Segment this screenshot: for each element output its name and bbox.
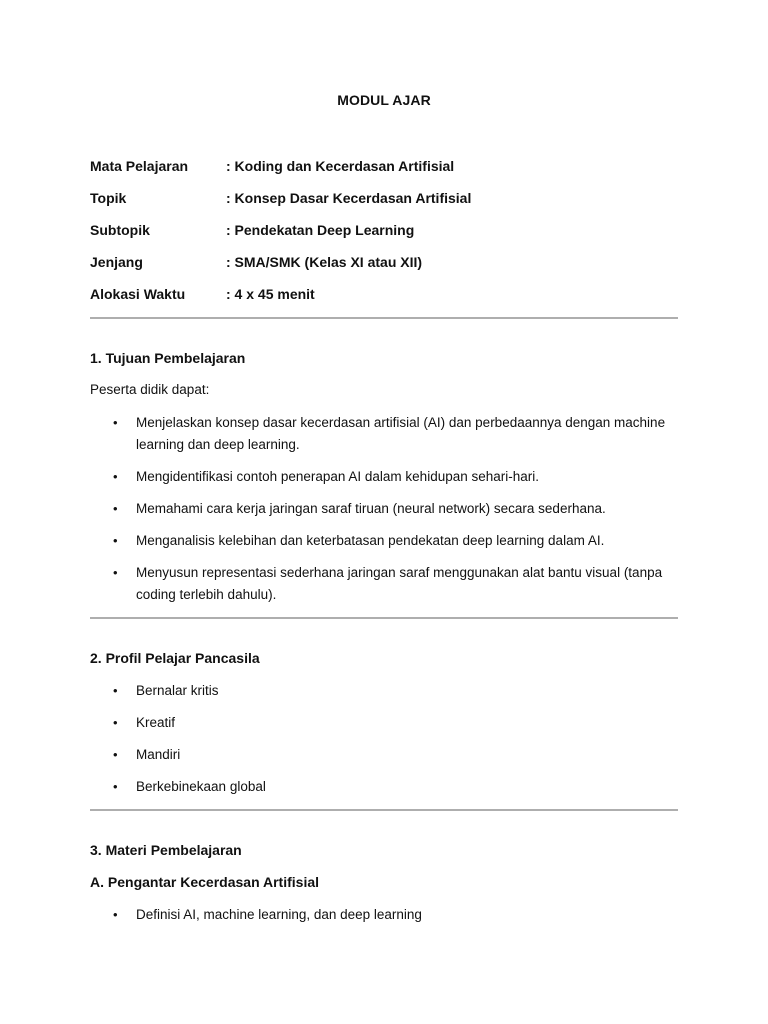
learning-materials-list xyxy=(90,904,680,936)
section-divider xyxy=(90,617,678,619)
list-item xyxy=(90,712,680,734)
bullet-icon: • xyxy=(113,565,118,580)
list-item xyxy=(90,530,680,552)
bullet-icon: • xyxy=(113,747,118,762)
list-item-text: Mandiri xyxy=(136,747,181,762)
list-item xyxy=(90,776,680,798)
meta-value: : 4 x 45 menit xyxy=(226,286,315,302)
list-item xyxy=(90,744,680,766)
section-intro: Peserta didik dapat: xyxy=(90,382,210,397)
list-item-text: Menganalisis kelebihan dan keterbatasan pendekatan deep learning dalam AI. xyxy=(136,533,605,548)
list-item xyxy=(90,466,680,488)
meta-label: Alokasi Waktu xyxy=(90,286,186,302)
meta-value: : SMA/SMK (Kelas XI atau XII) xyxy=(226,254,423,270)
list-item-text: Definisi AI, machine learning, dan deep learning xyxy=(136,907,422,922)
bullet-icon: • xyxy=(113,907,118,922)
bullet-icon: • xyxy=(113,779,118,794)
list-item-text: Mengidentifikasi contoh penerapan AI dalam kehidupan sehari-hari. xyxy=(136,469,540,484)
list-item-text: Menyusun representasi sederhana jaringan saraf menggunakan alat bantu visual (tanpa coding terlebih dahulu). xyxy=(136,565,663,602)
pancasila-profile-list xyxy=(90,680,680,808)
section-heading-learning-objectives: 1. Tujuan Pembelajaran xyxy=(90,350,246,366)
meta-row-topic xyxy=(90,188,690,220)
meta-row-subject xyxy=(90,156,690,188)
learning-objectives-list xyxy=(90,412,680,616)
bullet-icon: • xyxy=(113,501,118,516)
section-heading-learning-materials: 3. Materi Pembelajaran xyxy=(90,842,242,858)
bullet-icon: • xyxy=(113,533,118,548)
list-item-text: Berkebinekaan global xyxy=(136,779,266,794)
meta-label: Mata Pelajaran xyxy=(90,158,189,174)
meta-row-subtopic xyxy=(90,220,690,252)
list-item xyxy=(90,498,680,520)
list-item xyxy=(90,680,680,702)
section-divider xyxy=(90,317,678,319)
meta-row-time-allocation xyxy=(90,284,690,316)
list-item xyxy=(90,562,680,606)
list-item xyxy=(90,904,680,926)
bullet-icon: • xyxy=(113,715,118,730)
meta-label: Subtopik xyxy=(90,222,150,238)
subsection-heading-ai-introduction: A. Pengantar Kecerdasan Artifisial xyxy=(90,874,320,890)
meta-value: : Koding dan Kecerdasan Artifisial xyxy=(226,158,455,174)
meta-value: : Konsep Dasar Kecerdasan Artifisial xyxy=(226,190,472,206)
meta-row-level xyxy=(90,252,690,284)
metadata-table xyxy=(90,156,690,316)
section-divider xyxy=(90,809,678,811)
list-item-text: Memahami cara kerja jaringan saraf tiruan (neural network) secara sederhana. xyxy=(136,501,606,516)
meta-label: Topik xyxy=(90,190,127,206)
meta-value: : Pendekatan Deep Learning xyxy=(226,222,415,238)
list-item xyxy=(90,412,680,456)
bullet-icon: • xyxy=(113,469,118,484)
document-title: MODUL AJAR xyxy=(337,92,431,108)
list-item-text: Menjelaskan konsep dasar kecerdasan artifisial (AI) dan perbedaannya dengan machine learning dan deep learning. xyxy=(136,415,666,452)
bullet-icon: • xyxy=(113,415,118,430)
bullet-icon: • xyxy=(113,683,118,698)
meta-label: Jenjang xyxy=(90,254,143,270)
list-item-text: Kreatif xyxy=(136,715,176,730)
section-heading-pancasila-profile: 2. Profil Pelajar Pancasila xyxy=(90,650,260,666)
list-item-text: Bernalar kritis xyxy=(136,683,219,698)
